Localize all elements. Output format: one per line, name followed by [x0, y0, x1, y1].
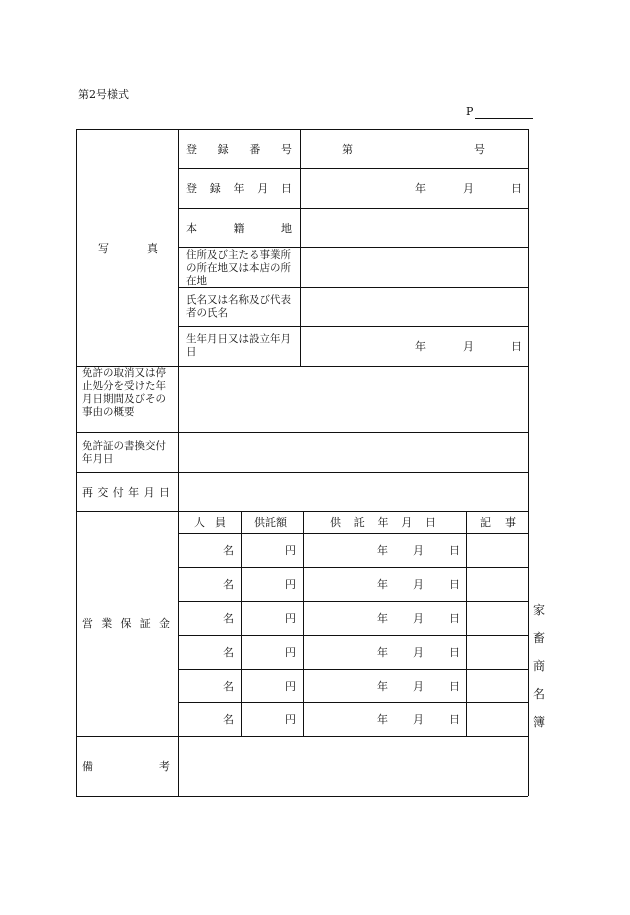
row-amount-unit: 円	[285, 680, 296, 693]
row-year-unit: 年	[377, 713, 388, 726]
row-month-unit: 月	[413, 544, 424, 557]
row-day-unit: 日	[449, 544, 460, 557]
row-staff-unit: 名	[223, 612, 234, 625]
registration-number-prefix: 第	[342, 143, 353, 156]
row-staff-unit: 名	[223, 680, 234, 693]
address-label: 住所及び主たる事業所の所在地又は本店の所在地	[186, 249, 291, 287]
row-staff-unit: 名	[223, 578, 234, 591]
remarks-field[interactable]	[179, 737, 528, 796]
row-year-unit: 年	[377, 646, 388, 659]
reissue-date-label: 再 交 付 年 月 日	[82, 486, 170, 499]
table-rule	[466, 511, 467, 736]
table-rule	[76, 511, 528, 512]
registration-number-field[interactable]	[301, 130, 528, 168]
photo-label: 写 真	[98, 242, 158, 255]
birth-date-label: 生年月日又は設立年月日	[186, 333, 291, 358]
row-day-unit: 日	[449, 680, 460, 693]
row-day-unit: 日	[449, 612, 460, 625]
row-month-unit: 月	[413, 646, 424, 659]
row-year-unit: 年	[377, 544, 388, 557]
row-month-unit: 月	[413, 578, 424, 591]
table-rule	[178, 635, 528, 636]
table-rule	[178, 702, 528, 703]
row-amount-unit: 円	[285, 713, 296, 726]
col-deposit-date-header: 供 託 年 月 日	[330, 516, 436, 529]
registration-date-month-unit: 月	[463, 182, 474, 195]
table-rule	[241, 511, 242, 736]
row-day-unit: 日	[449, 646, 460, 659]
table-rule	[178, 567, 528, 568]
business-deposit-label: 営 業 保 証 金	[82, 617, 170, 630]
row-amount-unit: 円	[285, 646, 296, 659]
birth-date-year-unit: 年	[415, 340, 426, 353]
form-title: 第2号様式	[78, 88, 129, 101]
table-rule	[178, 669, 528, 670]
page-number-field[interactable]	[475, 118, 533, 119]
table-rule	[178, 533, 528, 534]
row-year-unit: 年	[377, 578, 388, 591]
row-staff-unit: 名	[223, 713, 234, 726]
name-label: 氏名又は名称及び代表者の氏名	[186, 294, 291, 319]
row-month-unit: 月	[413, 612, 424, 625]
renewal-date-label: 免許証の書換交付年月日	[82, 440, 166, 465]
revocation-field[interactable]	[179, 367, 528, 432]
registration-number-label: 登 録 番 号	[186, 143, 292, 156]
row-month-unit: 月	[413, 713, 424, 726]
remarks-label: 備 考	[82, 760, 170, 773]
row-year-unit: 年	[377, 612, 388, 625]
row-day-unit: 日	[449, 578, 460, 591]
name-field[interactable]	[301, 288, 528, 326]
row-year-unit: 年	[377, 680, 388, 693]
page-number-label: P	[466, 105, 474, 118]
col-staff-header: 人 員	[194, 516, 226, 529]
row-amount-unit: 円	[285, 544, 296, 557]
side-title: 家 畜 商 名 簿	[532, 603, 545, 729]
registration-date-label: 登 録 年 月 日	[186, 182, 292, 195]
registration-number-suffix: 号	[474, 143, 485, 156]
revocation-label: 免許の取消又は停止処分を受けた年月日期間及びその事由の概要	[82, 367, 166, 418]
birth-date-day-unit: 日	[511, 340, 522, 353]
birth-date-month-unit: 月	[463, 340, 474, 353]
reissue-date-field[interactable]	[179, 473, 528, 511]
table-rule	[76, 796, 528, 797]
registration-date-year-unit: 年	[415, 182, 426, 195]
registration-date-day-unit: 日	[511, 182, 522, 195]
row-amount-unit: 円	[285, 578, 296, 591]
col-amount-header: 供託額	[254, 516, 287, 529]
table-rule	[303, 511, 304, 736]
domicile-label: 本 籍 地	[186, 222, 292, 235]
row-day-unit: 日	[449, 713, 460, 726]
address-field[interactable]	[301, 248, 528, 287]
row-staff-unit: 名	[223, 646, 234, 659]
row-month-unit: 月	[413, 680, 424, 693]
col-notes-header: 記 事	[480, 516, 516, 529]
row-amount-unit: 円	[285, 612, 296, 625]
row-staff-unit: 名	[223, 544, 234, 557]
table-rule	[178, 601, 528, 602]
renewal-date-field[interactable]	[179, 433, 528, 472]
domicile-field[interactable]	[301, 209, 528, 247]
photo-area[interactable]	[77, 130, 178, 366]
table-rule	[528, 129, 529, 796]
